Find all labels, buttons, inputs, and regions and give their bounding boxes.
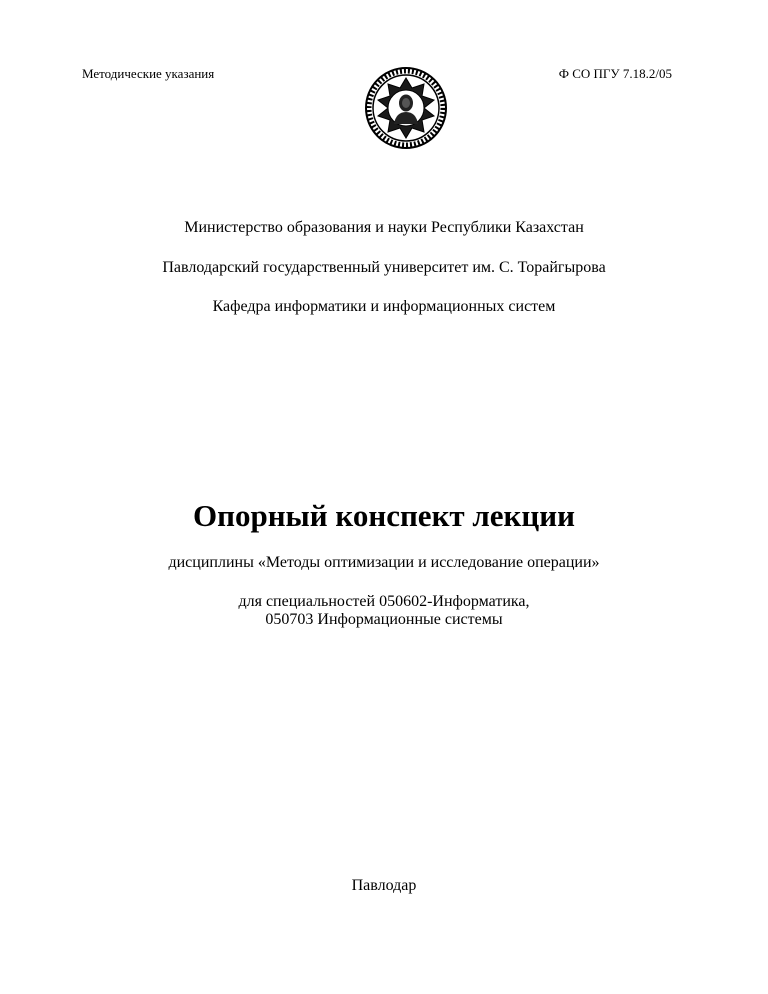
university-name: Павлодарский государственный университет им. С. Торайгырова <box>162 259 606 276</box>
ministry-name: Министерство образования и науки Республики Казахстан <box>184 219 584 236</box>
header-right-text: Ф СО ПГУ 7.18.2/05 <box>558 66 672 81</box>
city-name: Павлодар <box>351 877 417 894</box>
document-title: Опорный конспект лекции <box>192 498 576 533</box>
university-seal-icon <box>364 66 448 150</box>
department-name: Кафедра информатики и информационных систем <box>212 298 556 315</box>
specialties-line-1: для специальностей 050602-Информатика, <box>238 593 530 610</box>
discipline-line: дисциплины «Методы оптимизации и исследование операции» <box>168 554 600 571</box>
header-left-text: Методические указания <box>82 66 215 81</box>
specialties-line-2: 050703 Информационные системы <box>265 611 503 628</box>
